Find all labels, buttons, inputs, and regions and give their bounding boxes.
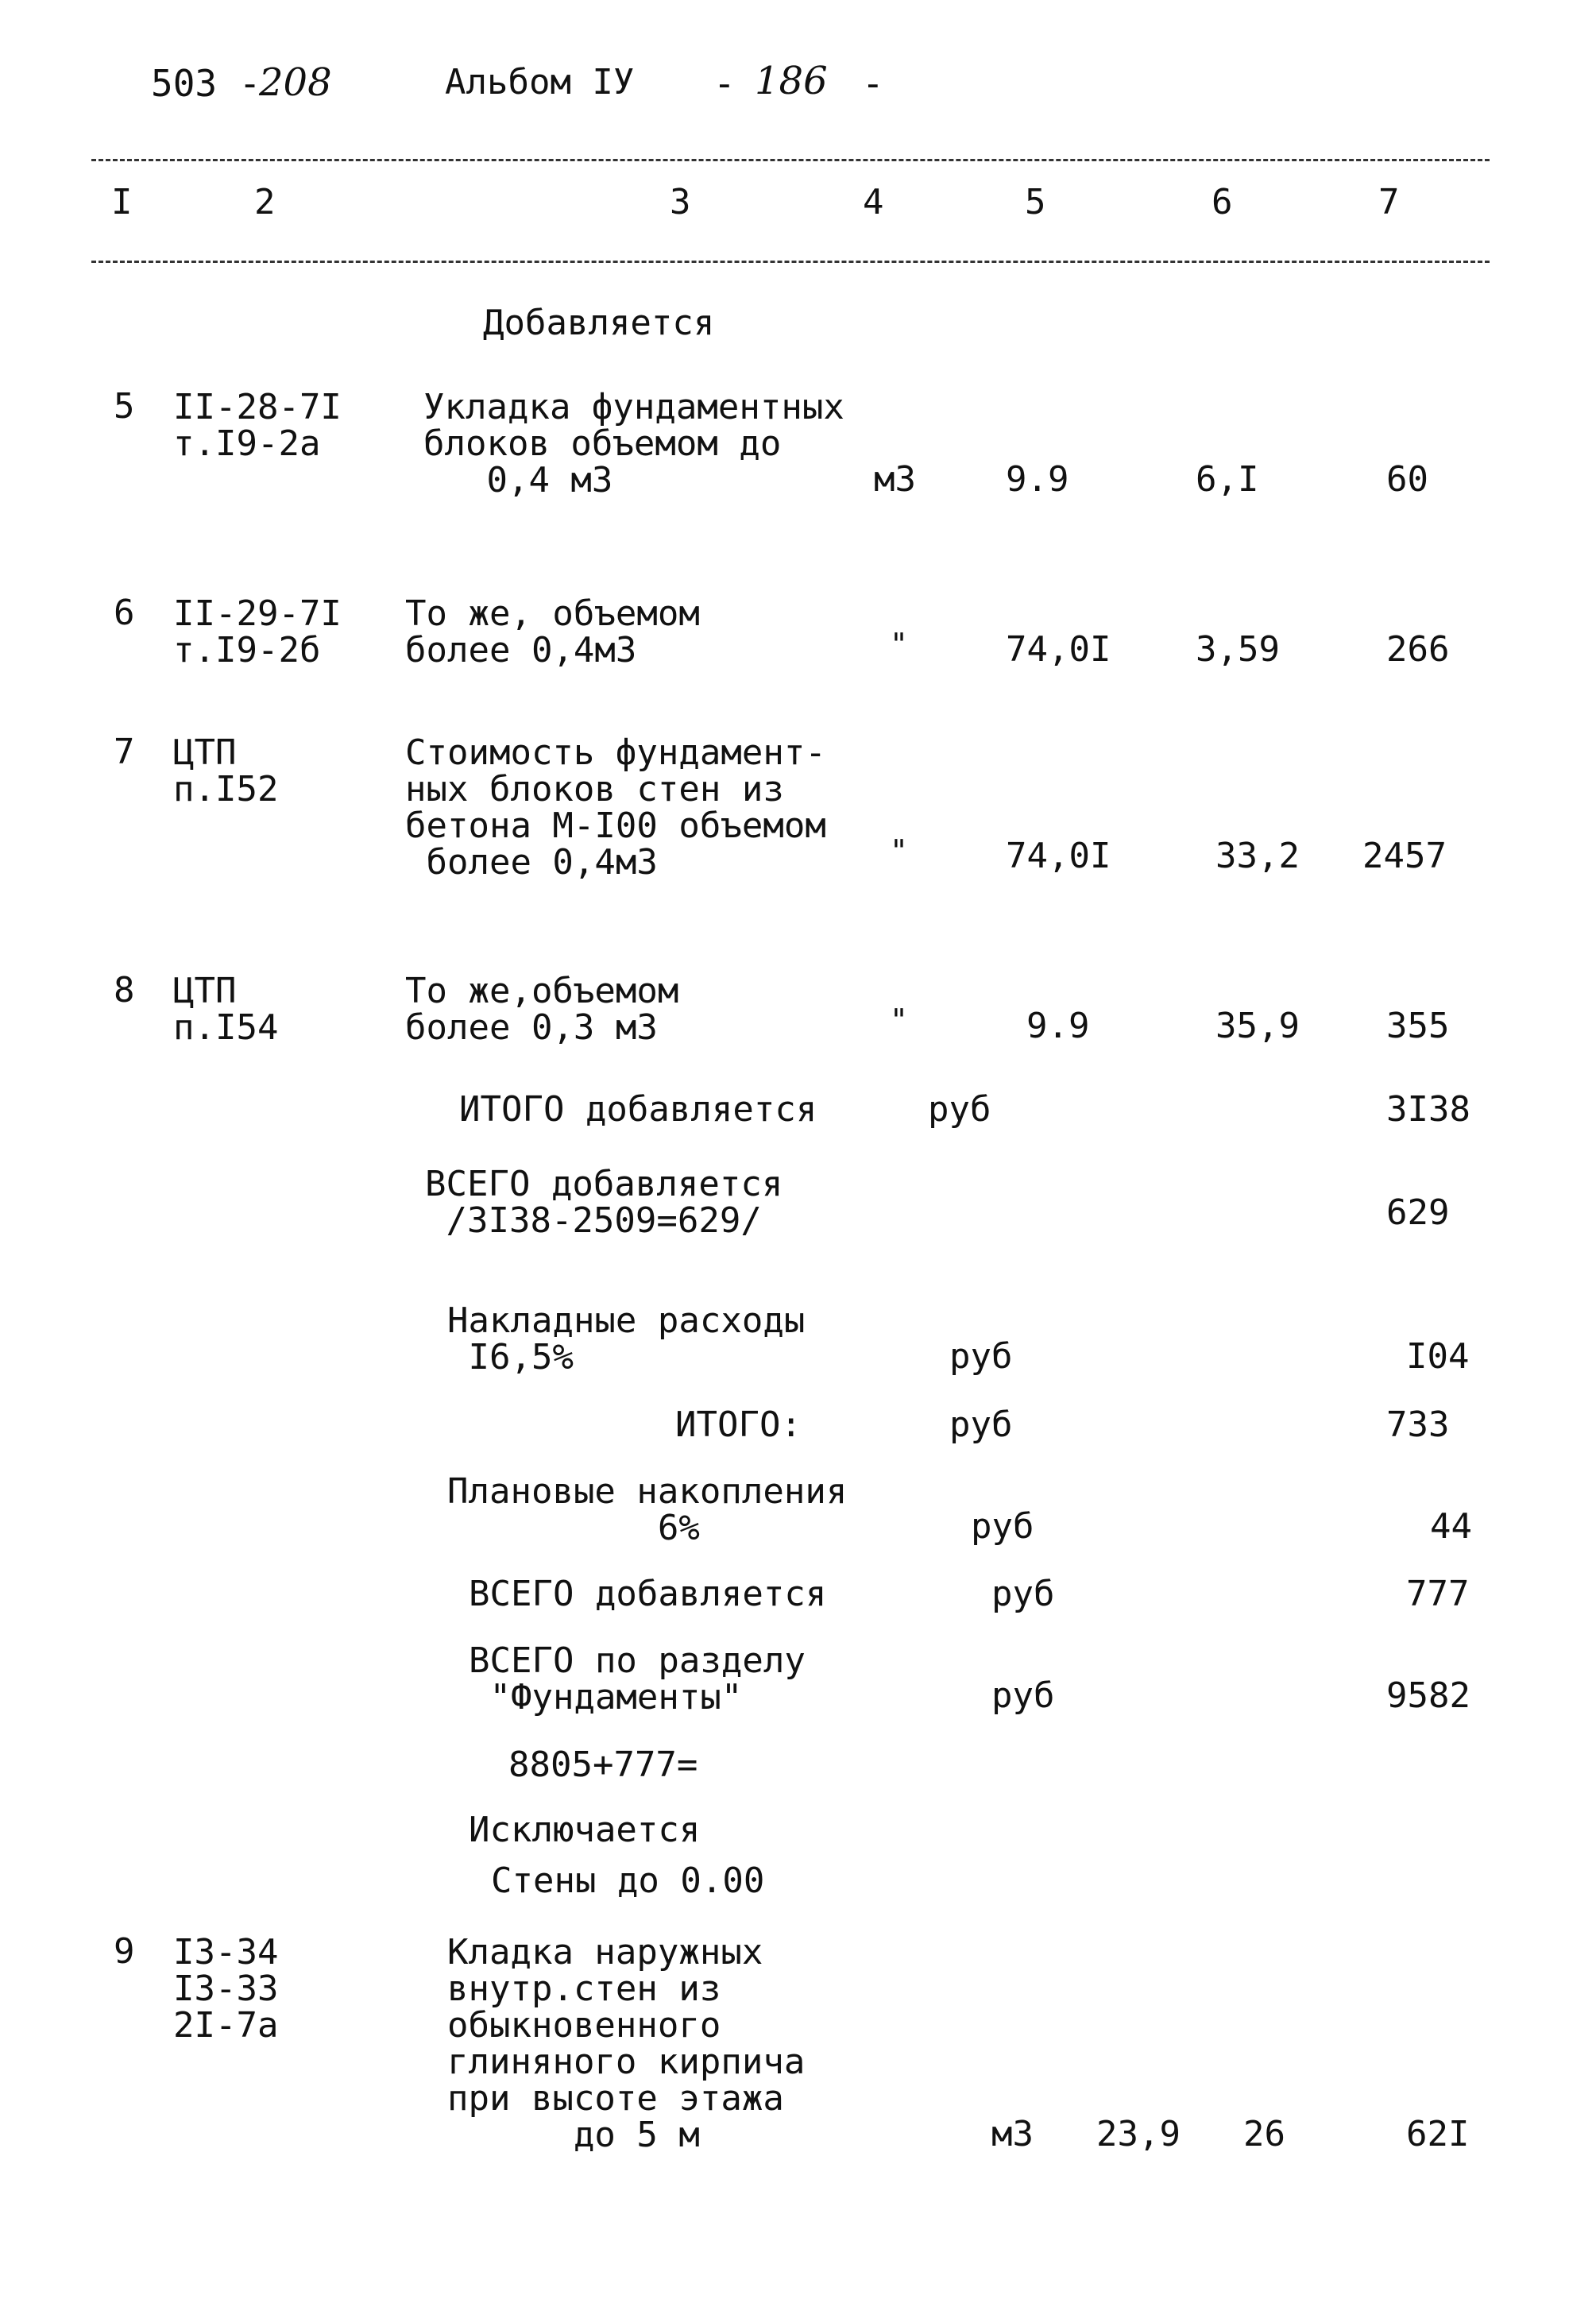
row-8-price: 35,9 (1215, 1006, 1300, 1046)
itogo-value: 733 (1386, 1405, 1450, 1445)
itogo-added-unit: руб (928, 1089, 991, 1130)
row-7-number: 7 (114, 732, 135, 772)
row-6-price: 3,59 (1196, 629, 1280, 670)
vsego-added-calc-label: ВСЕГО добавляется /3I38-2509=629/ (425, 1164, 783, 1241)
column-header-7: 7 (1378, 182, 1400, 222)
row-8-description: То же,объемом более 0,3 м3 (405, 971, 679, 1048)
row-6-description: То же, объемом более 0,4м3 (405, 593, 700, 670)
page-number: 186 (755, 59, 828, 103)
row-7-unit: " (890, 833, 908, 868)
row-5-unit: м3 (874, 459, 916, 500)
section-total-label: ВСЕГО по разделу "Фундаменты" (469, 1640, 806, 1717)
page-dash-left: - (713, 62, 736, 105)
row-8-code: ЦТП п.I54 (173, 971, 279, 1048)
walls-subheading: Стены до 0.00 (491, 1860, 765, 1901)
itogo-added-label: ИТОГО добавляется (459, 1089, 817, 1130)
itogo-label: ИТОГО: (675, 1405, 802, 1445)
vsego-added-label: ВСЕГО добавляется (469, 1574, 827, 1614)
row-7-total: 2457 (1362, 836, 1447, 876)
column-header-5: 5 (1025, 182, 1046, 222)
planned-savings-unit: руб (971, 1506, 1034, 1547)
vsego-added-calc-value: 629 (1386, 1192, 1450, 1233)
page-dash-right: - (862, 62, 884, 105)
row-5-quantity: 9.9 (1006, 459, 1069, 500)
section-total-value: 9582 (1386, 1675, 1470, 1716)
row-6-unit: " (890, 627, 908, 662)
row-8-total: 355 (1386, 1006, 1450, 1046)
itogo-added-value: 3I38 (1386, 1089, 1470, 1130)
section-total-unit: руб (991, 1675, 1055, 1716)
row-6-number: 6 (114, 593, 135, 633)
overhead-label: Накладные расходы I6,5% (447, 1300, 806, 1377)
row-9-total: 62I (1406, 2114, 1470, 2154)
section-added-heading: Добавляется (483, 303, 715, 343)
row-8-unit: " (890, 1003, 908, 1037)
column-header-4: 4 (863, 182, 884, 222)
row-5-total: 60 (1386, 459, 1428, 500)
row-6-total: 266 (1386, 629, 1450, 670)
row-7-price: 33,2 (1215, 836, 1300, 876)
row-5-code: II-28-7I т.I9-2а (173, 387, 342, 464)
row-7-description: Стоимость фундамент- ных блоков стен из бетона М-I00 объемом более 0,4м3 (405, 732, 826, 883)
row-7-code: ЦТП п.I52 (173, 732, 279, 809)
doc-code: 503 - (151, 62, 261, 105)
planned-savings-value: 44 (1430, 1506, 1472, 1547)
row-9-number: 9 (114, 1931, 135, 1972)
row-6-quantity: 74,0I (1006, 629, 1111, 670)
column-header-3: 3 (670, 182, 691, 222)
overhead-unit: руб (949, 1336, 1013, 1377)
row-9-quantity: 23,9 (1096, 2114, 1181, 2154)
section-excluded-heading: Исключается (469, 1810, 701, 1850)
vsego-added-unit: руб (991, 1574, 1055, 1614)
doc-number: 208 (259, 60, 332, 105)
planned-savings-label: Плановые накопления 6% (447, 1471, 848, 1548)
row-9-code: I3-34 I3-33 2I-7а (173, 1932, 279, 2046)
row-5-description: Укладка фундаментных блоков объемом до 0,4 м3 (423, 387, 844, 500)
row-5-number: 5 (114, 386, 135, 427)
row-9-price: 26 (1243, 2114, 1285, 2154)
row-9-description: Кладка наружных внутр.стен из обыкновенного глиняного кирпича при высоте этажа до 5 м (447, 1932, 806, 2155)
overhead-value: I04 (1406, 1336, 1470, 1377)
vsego-added-value: 777 (1406, 1574, 1470, 1614)
row-7-quantity: 74,0I (1006, 836, 1111, 876)
header-bottom-rule (91, 261, 1490, 263)
row-6-code: II-29-7I т.I9-2б (173, 593, 342, 670)
row-8-number: 8 (114, 970, 135, 1010)
column-header-6: 6 (1211, 182, 1233, 222)
row-8-quantity: 9.9 (1026, 1006, 1090, 1046)
album-label: Альбом IУ (445, 62, 635, 102)
row-9-unit: м3 (991, 2114, 1034, 2154)
section-total-formula: 8805+777= (508, 1745, 698, 1785)
column-header-2: 2 (254, 182, 276, 222)
itogo-unit: руб (949, 1405, 1013, 1445)
row-5-price: 6,I (1196, 459, 1259, 500)
column-header-1: I (111, 182, 133, 222)
header-top-rule (91, 159, 1490, 161)
